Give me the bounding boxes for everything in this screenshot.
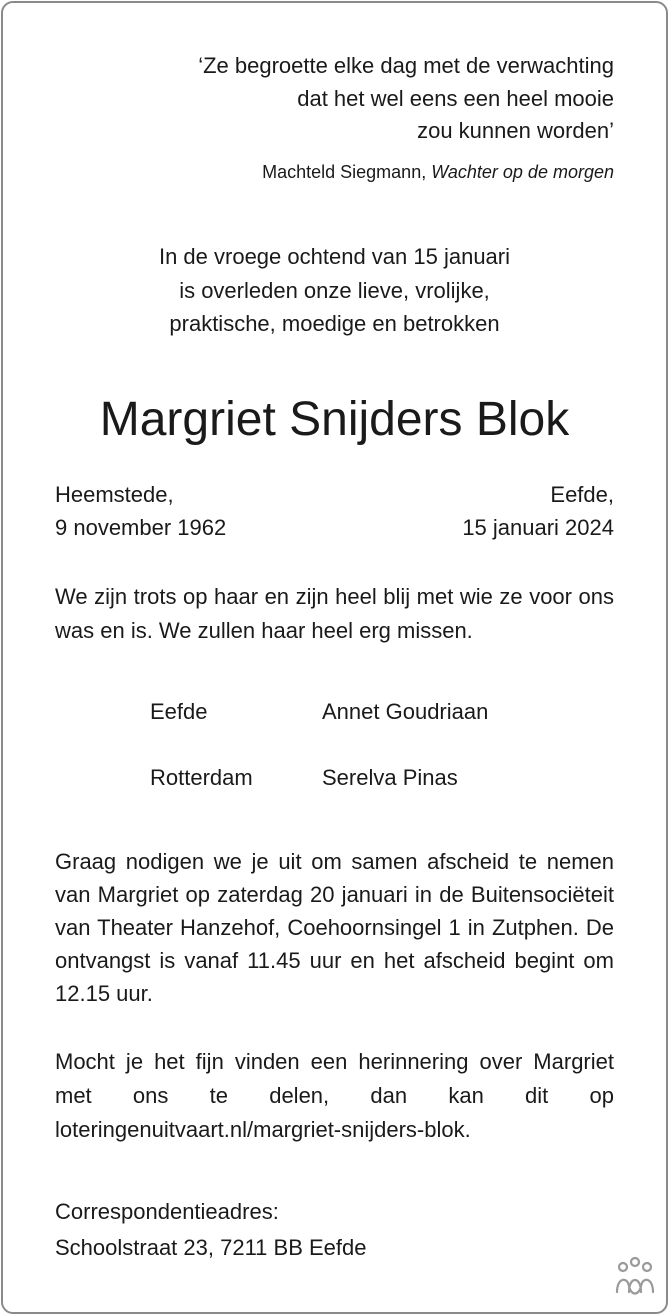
quote-author: Machteld Siegmann, <box>262 162 427 182</box>
birth-place: Heemstede, <box>55 482 174 507</box>
death-date: 15 januari 2024 <box>462 515 614 540</box>
intro-line: In de vroege ochtend van 15 januari <box>158 244 511 269</box>
death-info <box>462 478 614 544</box>
message-paragraph: We zijn trots op haar en zijn heel blij met wie ze voor ons was en is. We zullen haar heel erg missen. <box>55 584 614 643</box>
relative-place: Eefde <box>150 699 208 724</box>
quote-line: ‘Ze begroette elke dag met de verwachting <box>198 53 614 78</box>
address-block <box>55 1194 614 1266</box>
quote-source: Wachter op de morgen <box>431 162 614 182</box>
quote-line: dat het wel eens een heel mooie <box>297 85 614 111</box>
birth-date: 9 november 1962 <box>55 515 227 540</box>
relative-row <box>150 765 458 791</box>
farewell-paragraph: Graag nodigen we je uit om samen afscheid te nemen van Margriet op zaterdag 20 januari in de Buitensociëteit van Theater Hanzehof, Coehoornsingel 1 in Zutphen. De ontvangst is vanaf 11.45 uur en het afscheid begint om 12.15 uur. <box>55 849 614 1006</box>
address-value: Schoolstraat 23, 7211 BB Eefde <box>55 1235 367 1260</box>
address-label: Correspondentieadres: <box>55 1199 279 1224</box>
deceased-name: Margriet Snijders Blok <box>99 393 570 446</box>
intro-line: praktische, moedige en betrokken <box>169 311 500 336</box>
memory-paragraph: Mocht je het fijn vinden een herinnering over Margriet met ons te delen, dan kan dit op loteringenuitvaart.nl/margriet-snijders-blok. <box>55 1049 614 1142</box>
quote-line: zou kunnen worden’ <box>417 118 614 143</box>
relative-place: Rotterdam <box>150 765 253 790</box>
family-logo-icon <box>613 1256 657 1301</box>
quote-attribution <box>262 162 614 183</box>
death-place: Eefde, <box>550 482 614 507</box>
relative-row <box>150 699 489 725</box>
relative-name: Serelva Pinas <box>322 765 458 790</box>
life-dates <box>55 478 614 544</box>
relative-name: Annet Goudriaan <box>322 699 489 724</box>
birth-info <box>55 478 226 544</box>
intro-text <box>0 240 669 341</box>
quote <box>198 50 614 148</box>
intro-line: is overleden onze lieve, vrolijke, <box>179 277 490 303</box>
